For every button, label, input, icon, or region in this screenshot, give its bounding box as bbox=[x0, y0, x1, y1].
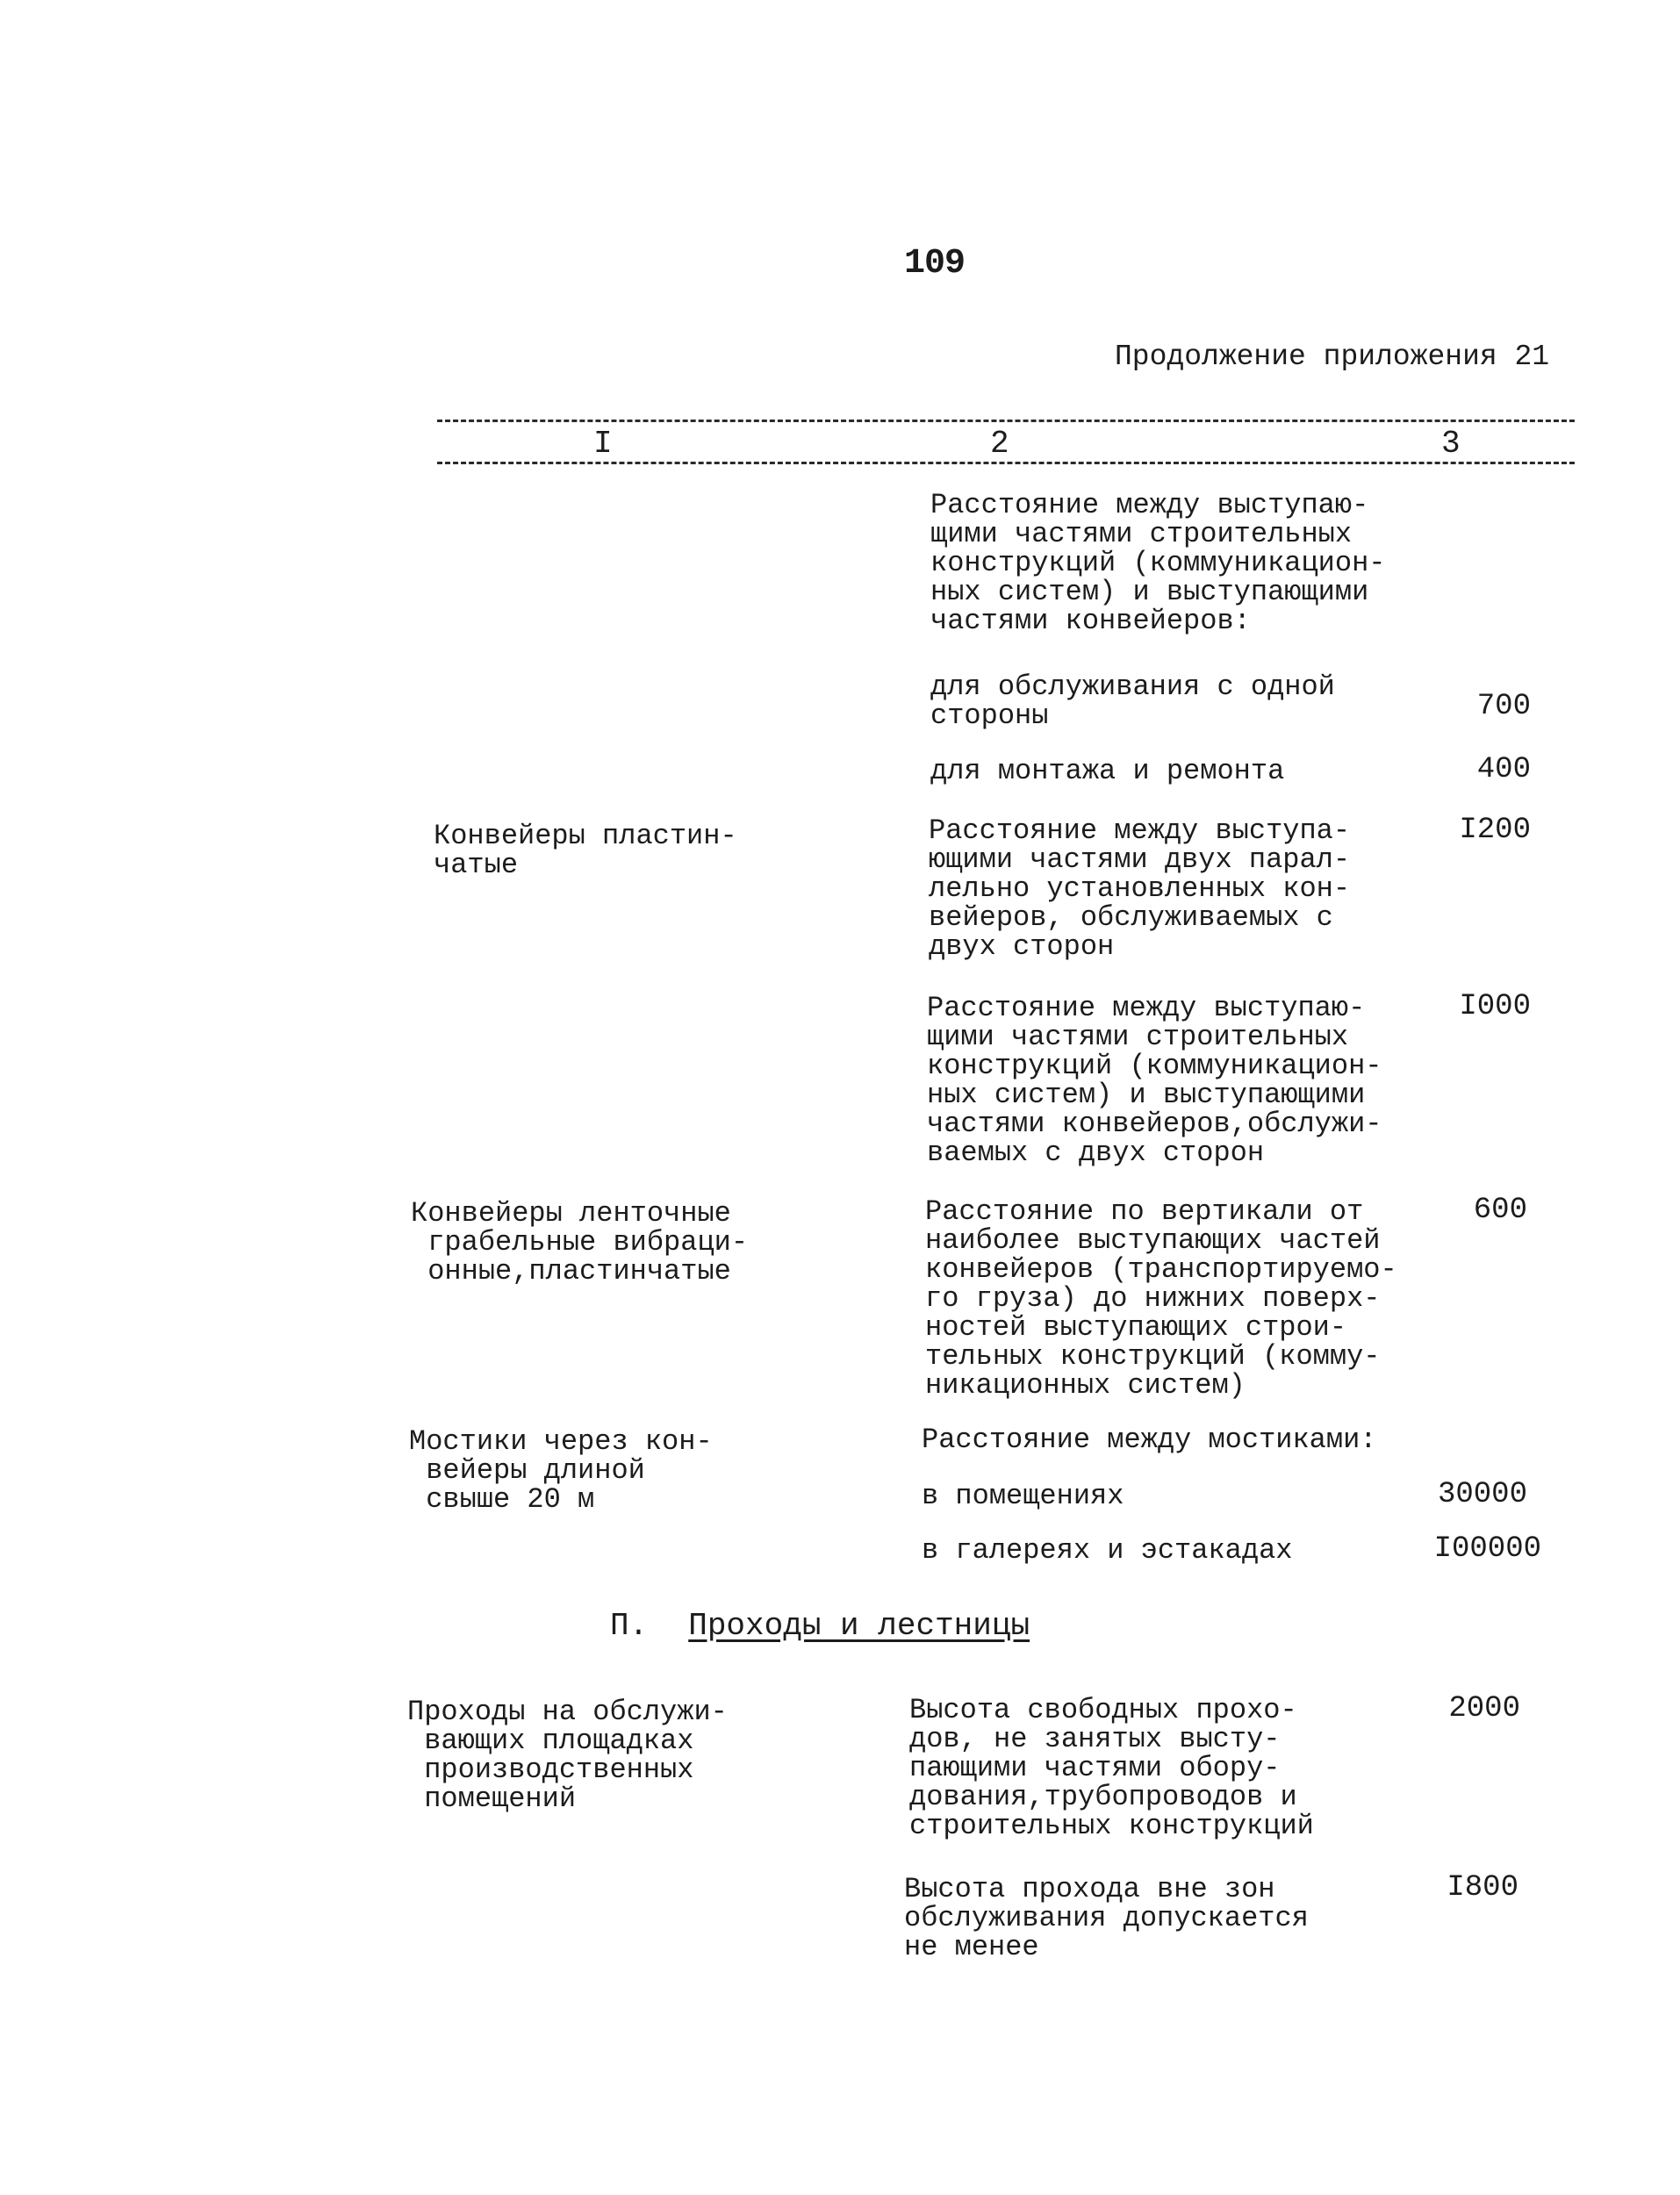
section-title bbox=[610, 1608, 1030, 1644]
column-header-2: 2 bbox=[990, 426, 1009, 462]
row-description: Расстояние между выступаю- щими частями строительных конструкций (коммуникацион- ных систем) и выступающими частями конвейеров: bbox=[930, 489, 1386, 637]
continuation-note: Продолжение приложения 21 bbox=[1115, 341, 1550, 373]
row-value: I00000 bbox=[1433, 1532, 1541, 1566]
row-subject: Конвейеры ленточные грабельные вибраци- онные,пластинчатые bbox=[411, 1197, 749, 1288]
row-description: Расстояние между мостиками: bbox=[922, 1424, 1377, 1456]
section-number: П. bbox=[610, 1608, 649, 1644]
row-value: 700 bbox=[1476, 690, 1531, 723]
row-description: Расстояние по вертикали от наиболее выступающих частей конвейеров (транспортируемо- го груза) до нижних поверх- ностей выступающих строи- тельных конструкций (комму- никационных систем) bbox=[925, 1195, 1397, 1402]
row-description: Высота свободных прохо- дов, не занятых высту- пающими частями обору- дования,трубопроводов и строительных конструкций bbox=[909, 1694, 1314, 1842]
table-rule-top bbox=[437, 420, 1575, 422]
row-value: 600 bbox=[1473, 1194, 1527, 1227]
page-number: 109 bbox=[904, 244, 966, 283]
row-value: I000 bbox=[1459, 990, 1531, 1023]
row-value: 30000 bbox=[1437, 1478, 1527, 1511]
row-description: для монтажа и ремонта bbox=[930, 755, 1285, 787]
row-subject: Мостики через кон- вейеры длиной свыше 20 м bbox=[409, 1425, 713, 1516]
row-description: для обслуживания с одной стороны bbox=[930, 671, 1335, 732]
column-header-3: 3 bbox=[1441, 426, 1461, 462]
row-description: Расстояние между выступаю- щими частями строительных конструкций (коммуникацион- ных систем) и выступающими частями конвейеров,обслужи- ваемых с двух сторон bbox=[927, 992, 1382, 1169]
row-description: в галереях и эстакадах bbox=[922, 1534, 1293, 1567]
row-value: 2000 bbox=[1448, 1692, 1520, 1725]
column-header-1: I bbox=[593, 426, 613, 462]
row-description: Расстояние между выступа- ющими частями двух парал- лельно установленных кон- вейеров, обслуживаемых с двух сторон bbox=[929, 814, 1351, 963]
row-subject: Проходы на обслужи- вающих площадках производственных помещений bbox=[407, 1696, 728, 1815]
section-title-text: Проходы и лестницы bbox=[688, 1608, 1030, 1644]
table-rule-header bbox=[437, 462, 1575, 464]
row-value: I200 bbox=[1459, 814, 1531, 847]
row-value: I800 bbox=[1447, 1871, 1518, 1904]
row-value: 400 bbox=[1476, 753, 1531, 786]
row-description: в помещениях bbox=[922, 1480, 1124, 1512]
row-description: Высота прохода вне зон обслуживания допускается не менее bbox=[904, 1873, 1309, 1963]
row-subject: Конвейеры пластин- чатые bbox=[434, 820, 737, 881]
